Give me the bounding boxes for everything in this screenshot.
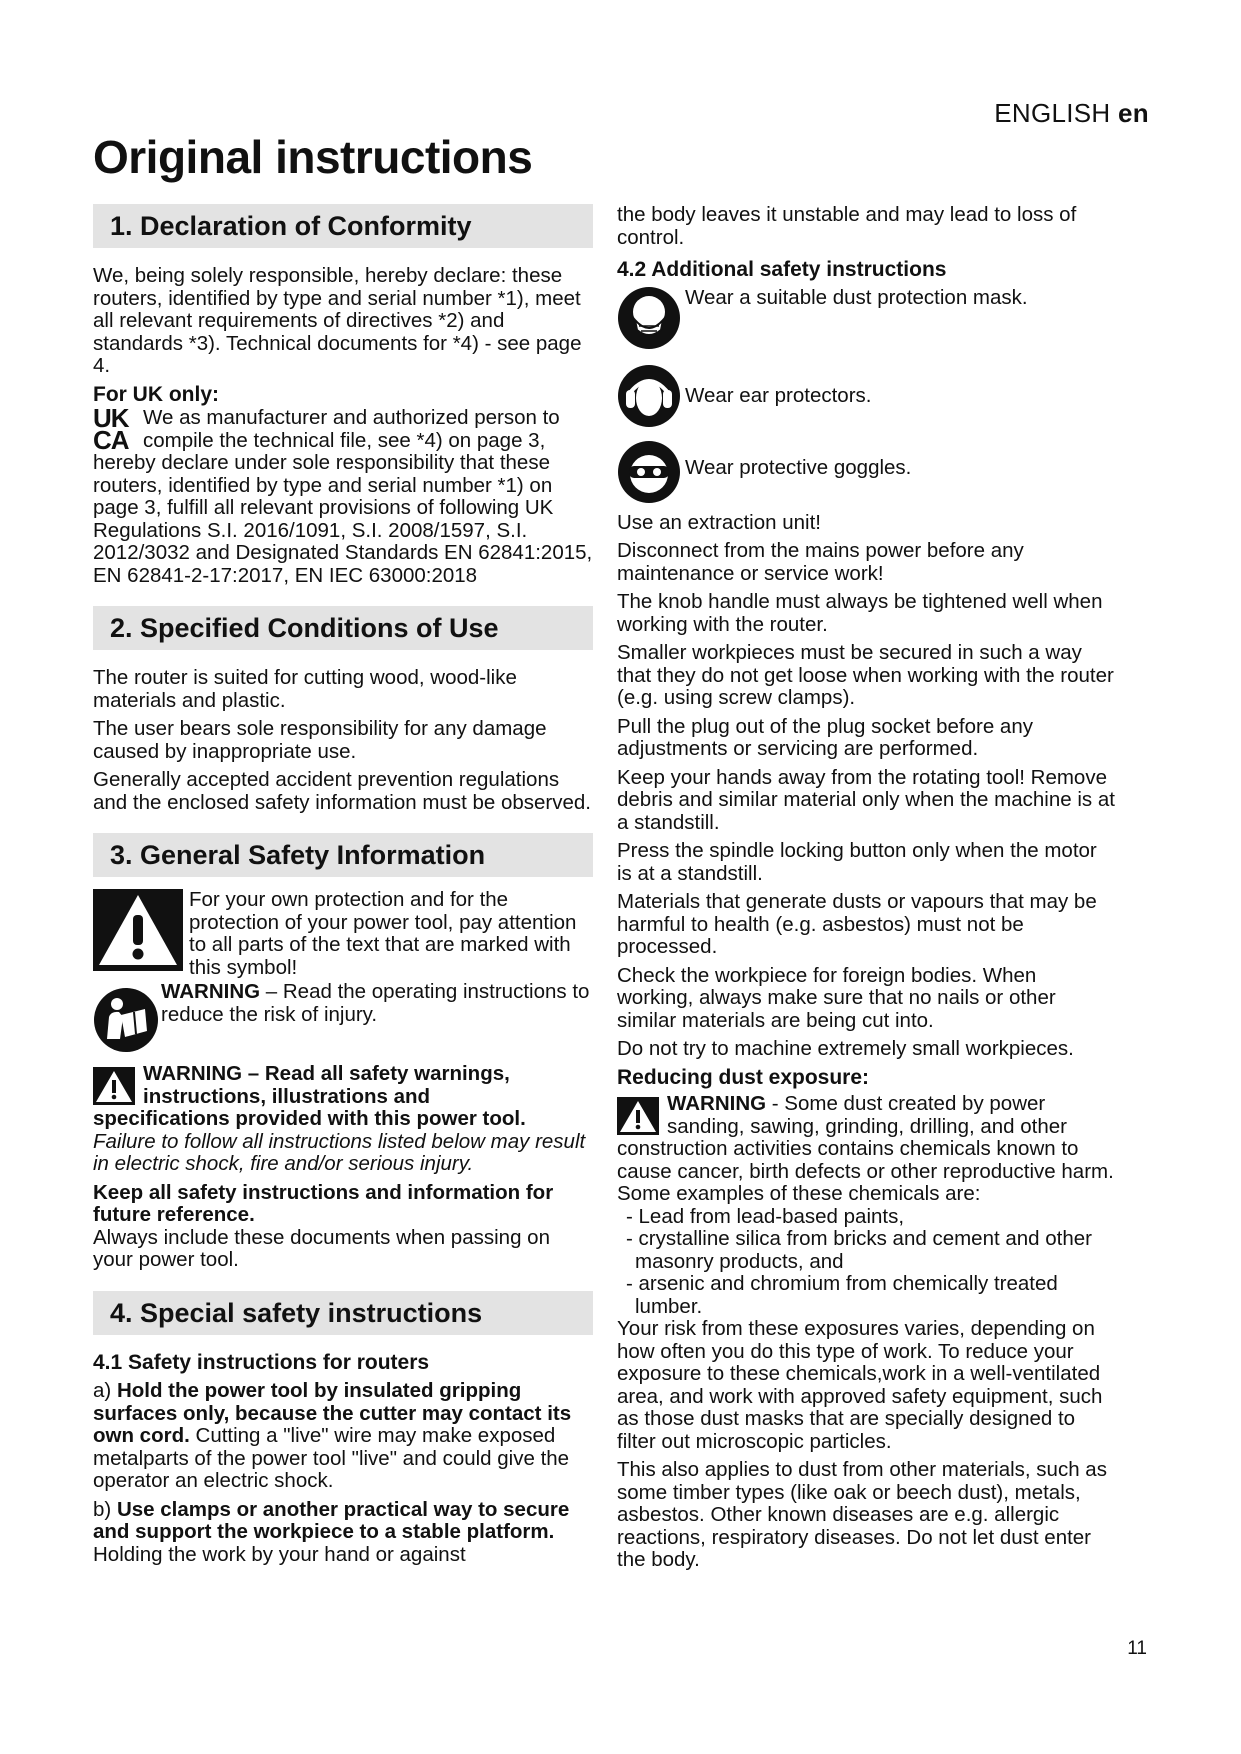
language-header [994, 98, 1149, 129]
other-materials-text: This also applies to dust from other materials, such as some timber types (like oak or beech dust), metals, asbestos. Other known diseases are e.g. allergic reactions, respiratory diseases. Do not let dust enter the body. [617, 1458, 1107, 1571]
dust-warning-label: WARNING [667, 1092, 767, 1115]
safety-item: The knob handle must always be tightened well when working with the router. [617, 590, 1103, 636]
safety-item: Check the workpiece for foreign bodies. When working, always make sure that no nails or other similar materials are being cut into. [617, 963, 1056, 1032]
uk-declaration [93, 403, 593, 587]
manual-warning-label: WARNING [161, 980, 261, 1003]
warning-symbol-text: For your own protection and for the protection of your power tool, pay attention to all parts of the text that are marked with this symbol! [189, 888, 577, 979]
ukca-logo-uk: UK [93, 403, 129, 433]
language-code: en [1118, 98, 1149, 128]
dust-mask-icon [617, 286, 681, 350]
dust-mask-text: Wear a suitable dust protection mask. [685, 285, 1028, 309]
warning-symbol-row [93, 889, 593, 979]
instruction-a-text: Cutting a "live" wire may make exposed metalparts of the power tool "live" and could give the operator an electric shock. [93, 1424, 570, 1492]
instruction-b [93, 1499, 593, 1567]
left-column [93, 204, 593, 1566]
read-manual-icon [93, 987, 159, 1053]
section-heading-declaration: 1. Declaration of Conformity [93, 204, 593, 248]
manual-warning-row [93, 981, 593, 1053]
page-number: 11 [1127, 1638, 1147, 1659]
chemical-bullet: - crystalline silica from bricks and cement and other masonry products, and [626, 1227, 1092, 1273]
chemical-bullet: - Lead from lead-based paints, [626, 1204, 905, 1228]
read-all-warning [93, 1063, 593, 1131]
declaration-text: We, being solely responsible, hereby declare: these routers, identified by type and serial number *1), meet all relevant requirements of directives *2) and standards *3). Technical documents for *4) - see page 4. [93, 264, 582, 377]
conditions-text-2: The user bears sole responsibility for any damage caused by inappropriate use. [93, 717, 547, 763]
instruction-b-prefix: b) [93, 1497, 117, 1521]
ukca-logo-ca: CA [93, 425, 129, 455]
safety-item: Use an extraction unit! [617, 510, 821, 534]
read-all-line-3: specifications provided with this power tool. [93, 1107, 526, 1130]
safety-item: Materials that generate dusts or vapours that may be harmful to health (e.g. asbestos) must not be processed. [617, 890, 1097, 958]
goggles-text: Wear protective goggles. [685, 455, 912, 479]
manual-warning-text: – Read the operating instructions to reduce the risk of injury. [161, 980, 590, 1026]
ukca-mark-logo [93, 403, 137, 455]
ear-protector-row [617, 364, 1117, 428]
safety-item: Pull the plug out of the plug socket before any adjustments or servicing are performed. [617, 714, 1033, 760]
dust-warning-icon [617, 1097, 659, 1135]
uk-text-line-2: compile the technical file, see *4) on page 3, [143, 428, 546, 452]
failure-text: Failure to follow all instructions listed below may result in electric shock, fire and/or serious injury. [93, 1129, 586, 1175]
read-all-line-1: WARNING – Read all safety warnings, [143, 1062, 510, 1085]
chemical-bullet: - arsenic and chromium from chemically treated lumber. [626, 1272, 1058, 1318]
subheading-routers: 4.1 Safety instructions for routers [93, 1350, 430, 1374]
instruction-a-prefix: a) [93, 1379, 117, 1402]
dust-warning-line-1: - Some dust created by power [766, 1092, 1046, 1115]
safety-item: Smaller workpieces must be secured in such a way that they do not get loose when working with the router (e.g. using screw clamps). [617, 641, 1114, 709]
instruction-b-text: Holding the work by your hand or against [93, 1542, 466, 1566]
instruction-a-bold: Hold the power tool by insulated gripping surfaces only, because the cutter may contact its own cord. [93, 1379, 572, 1447]
ear-protector-text: Wear ear protectors. [685, 383, 872, 407]
safety-item: Press the spindle locking button only when the motor is at a standstill. [617, 839, 1097, 885]
goggles-row [617, 440, 1117, 504]
uk-only-heading: For UK only: [93, 382, 219, 406]
dust-exposure-heading: Reducing dust exposure: [617, 1065, 870, 1089]
goggles-icon [617, 440, 681, 504]
uk-text-rest: hereby declare under sole responsibility that these routers, identified by type and serial number *1) on page 3, fulfill all relevant provisions of following UK Regulations S.I. 2016/1091, S.I. 2008/1597, S.I. 2012/3032 and Designated Standards EN 62841:2015, EN 62841-2-17:2017, EN IEC 63000:2018 [93, 451, 593, 587]
section-heading-special-safety: 4. Special safety instructions [93, 1291, 593, 1335]
uk-text-line-1: We as manufacturer and authorized person to [143, 406, 560, 429]
warning-triangle-icon [93, 889, 183, 971]
ear-protector-icon [617, 364, 681, 428]
include-documents-text: Always include these documents when passing on your power tool. [93, 1225, 550, 1271]
language-name: ENGLISH [994, 98, 1111, 128]
section-heading-conditions: 2. Specified Conditions of Use [93, 606, 593, 650]
instruction-a [93, 1380, 593, 1493]
page-title: Original instructions [93, 131, 533, 183]
risk-text: Your risk from these exposures varies, depending on how often you do this type of work. To reduce your exposure to these chemicals,work in a well-ventilated area, and work with approved safety equipment, such as those dust masks that are specially designed to filter out microscopic particles. [617, 1317, 1103, 1453]
subheading-additional: 4.2 Additional safety instructions [617, 258, 947, 281]
dust-mask-row [617, 286, 1117, 352]
small-warning-icon [93, 1067, 135, 1105]
dust-warning-line-2: sanding, sawing, grinding, drilling, and other [667, 1114, 1068, 1138]
conditions-text-3: Generally accepted accident prevention regulations and the enclosed safety information must be observed. [93, 768, 591, 814]
keep-instructions-text: Keep all safety instructions and information for future reference. [93, 1180, 554, 1226]
safety-item: Do not try to machine extremely small workpieces. [617, 1037, 1074, 1060]
right-column [617, 204, 1117, 1572]
dust-warning-rest: construction activities contains chemicals known to cause cancer, birth defects or other reproductive harm. Some examples of these chemicals are: [617, 1137, 1114, 1205]
section-heading-general-safety: 3. General Safety Information [93, 833, 593, 877]
continued-text: the body leaves it unstable and may lead to loss of control. [617, 203, 1077, 249]
read-all-line-2: instructions, illustrations and [143, 1084, 431, 1108]
safety-item: Keep your hands away from the rotating tool! Remove debris and similar material only when the machine is at a standstill. [617, 765, 1115, 834]
conditions-text-1: The router is suited for cutting wood, wood-like materials and plastic. [93, 666, 517, 712]
safety-item: Disconnect from the mains power before any maintenance or service work! [617, 539, 1024, 585]
dust-warning [617, 1093, 1117, 1206]
instruction-b-bold: Use clamps or another practical way to secure and support the workpiece to a stable platform. [93, 1497, 570, 1543]
